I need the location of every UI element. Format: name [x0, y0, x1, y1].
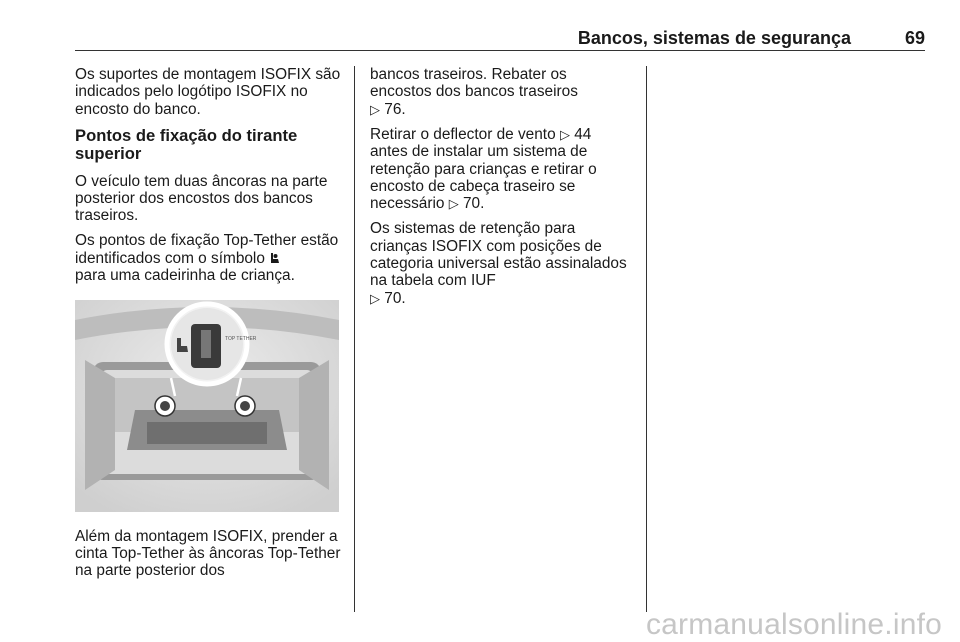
isofix-logo-paragraph: Os suportes de montagem ISOFIX são indicados pelo logótipo ISOFIX no encosto do banco.	[75, 66, 341, 118]
wind-deflector-text: Retirar o deflector de vento	[370, 125, 556, 143]
column-divider-2	[646, 66, 647, 612]
page-header	[75, 24, 925, 51]
section-heading: Pontos de fixação do tirante superior	[75, 126, 298, 164]
trunk-anchor-figure	[75, 300, 339, 512]
fold-seats-paragraph	[370, 66, 632, 118]
top-tether-label: TOP TETHER	[225, 335, 257, 342]
wind-deflector-paragraph	[370, 126, 632, 213]
fold-seats-text: bancos traseiros. Rebater os encostos dos bancos traseiros	[370, 66, 578, 101]
isofix-universal-text: Os sistemas de retenção para crianças ISOFIX com posições de categoria universal estão assinalados na tabela com IUF	[370, 220, 627, 290]
reference-arrow-icon: ▷	[370, 290, 380, 306]
page-reference: 70.	[463, 195, 485, 213]
right-column	[370, 66, 632, 315]
anchors-paragraph: O veículo tem duas âncoras na parte posterior dos encostos dos bancos traseiros.	[75, 172, 328, 225]
wind-deflector-text-cont: antes de instalar um sistema de retenção para crianças e retirar o encosto de cabeça traseiro se necessário	[370, 143, 597, 213]
left-column	[75, 66, 343, 587]
reference-arrow-icon: ▷	[370, 101, 380, 117]
page-reference: 44	[574, 125, 592, 143]
reference-arrow-icon: ▷	[559, 126, 570, 142]
page-reference: 76.	[384, 100, 406, 118]
watermark: carmanualsonline.info	[645, 608, 942, 641]
reference-arrow-icon: ▷	[448, 196, 459, 212]
isofix-tether-paragraph: Além da montagem ISOFIX, prender a cinta Top-Tether às âncoras Top-Tether na parte posterior dos	[75, 527, 341, 580]
page-reference: 70.	[384, 289, 406, 307]
top-tether-text: Os pontos de fixação Top-Tether estão identificados com o símbolo	[75, 232, 339, 267]
isofix-universal-paragraph	[370, 220, 632, 307]
chapter-title: Bancos, sistemas de segurança	[577, 28, 851, 48]
page-number: 69	[904, 28, 925, 48]
column-divider-1	[354, 66, 355, 612]
child-seat-icon	[269, 250, 280, 267]
top-tether-paragraph	[75, 232, 343, 284]
top-tether-text-end: para uma cadeirinha de criança.	[75, 267, 295, 285]
